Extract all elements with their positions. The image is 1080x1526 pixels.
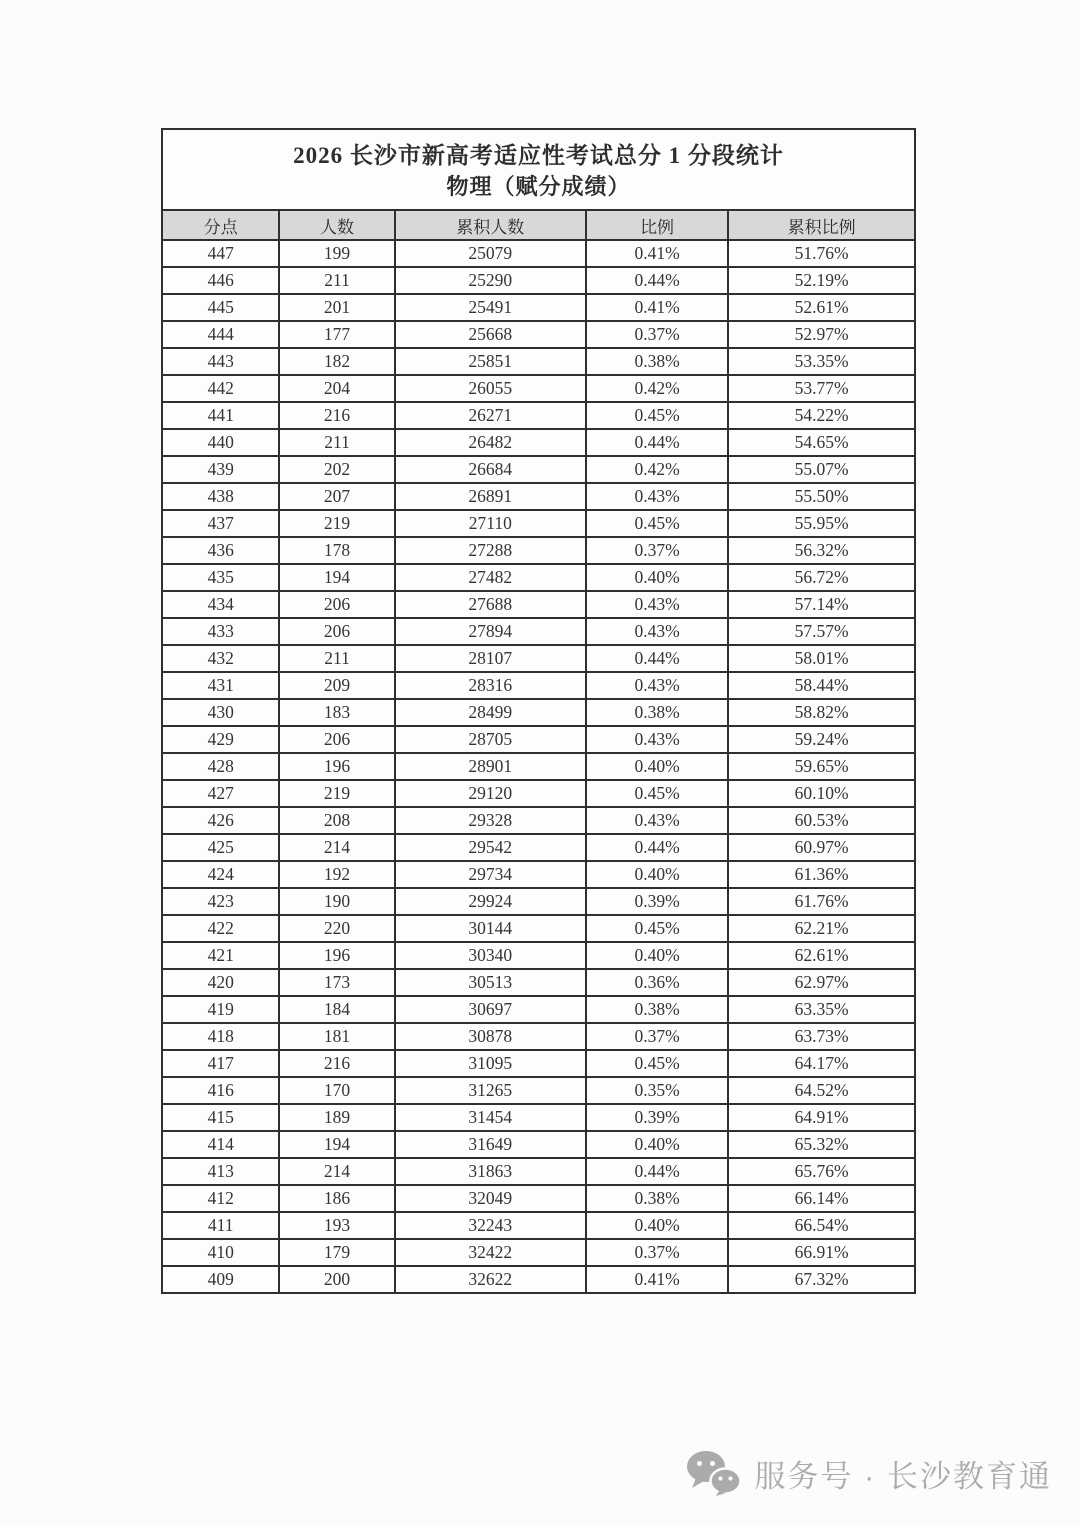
table-cell: 0.38% — [586, 1185, 728, 1212]
table-cell: 206 — [279, 618, 394, 645]
table-cell: 57.14% — [728, 591, 915, 618]
table-cell: 27288 — [395, 537, 586, 564]
wechat-account-footer — [686, 1450, 1052, 1496]
table-cell: 59.24% — [728, 726, 915, 753]
table-cell: 0.35% — [586, 1077, 728, 1104]
table-cell: 413 — [162, 1158, 279, 1185]
table-row — [162, 861, 915, 888]
table-cell: 415 — [162, 1104, 279, 1131]
table-cell: 0.37% — [586, 321, 728, 348]
table-cell: 54.22% — [728, 402, 915, 429]
table-cell: 29328 — [395, 807, 586, 834]
table-cell: 432 — [162, 645, 279, 672]
table-cell: 53.35% — [728, 348, 915, 375]
table-row — [162, 375, 915, 402]
table-cell: 26055 — [395, 375, 586, 402]
table-cell: 424 — [162, 861, 279, 888]
table-cell: 219 — [279, 780, 394, 807]
table-cell: 55.50% — [728, 483, 915, 510]
table-cell: 177 — [279, 321, 394, 348]
table-cell: 0.40% — [586, 753, 728, 780]
table-cell: 63.35% — [728, 996, 915, 1023]
table-cell: 173 — [279, 969, 394, 996]
table-row — [162, 321, 915, 348]
table-row — [162, 1158, 915, 1185]
table-cell: 31649 — [395, 1131, 586, 1158]
table-row — [162, 564, 915, 591]
table-cell: 0.38% — [586, 348, 728, 375]
table-cell: 66.91% — [728, 1239, 915, 1266]
table-row — [162, 726, 915, 753]
table-cell: 28107 — [395, 645, 586, 672]
table-cell: 62.97% — [728, 969, 915, 996]
table-cell: 409 — [162, 1266, 279, 1293]
table-cell: 0.40% — [586, 1131, 728, 1158]
table-cell: 26891 — [395, 483, 586, 510]
table-cell: 0.40% — [586, 564, 728, 591]
table-cell: 179 — [279, 1239, 394, 1266]
table-cell: 0.45% — [586, 915, 728, 942]
table-title-cell — [162, 129, 915, 210]
table-cell: 51.76% — [728, 240, 915, 267]
table-row — [162, 780, 915, 807]
table-row — [162, 618, 915, 645]
table-row — [162, 1131, 915, 1158]
table-cell: 62.21% — [728, 915, 915, 942]
table-row — [162, 807, 915, 834]
table-cell: 57.57% — [728, 618, 915, 645]
column-header-cumulative-ratio: 累积比例 — [728, 210, 915, 240]
table-cell: 60.97% — [728, 834, 915, 861]
table-cell: 61.36% — [728, 861, 915, 888]
table-cell: 31863 — [395, 1158, 586, 1185]
table-cell: 209 — [279, 672, 394, 699]
table-cell: 206 — [279, 726, 394, 753]
table-cell: 190 — [279, 888, 394, 915]
table-cell: 193 — [279, 1212, 394, 1239]
table-row — [162, 294, 915, 321]
table-cell: 0.41% — [586, 294, 728, 321]
table-subtitle: 物理（赋分成绩） — [446, 174, 631, 200]
table-cell: 66.14% — [728, 1185, 915, 1212]
score-distribution-table — [161, 128, 916, 1294]
table-cell: 0.39% — [586, 1104, 728, 1131]
table-row — [162, 483, 915, 510]
table-cell: 31095 — [395, 1050, 586, 1077]
table-cell: 59.65% — [728, 753, 915, 780]
table-cell: 32622 — [395, 1266, 586, 1293]
table-cell: 420 — [162, 969, 279, 996]
table-cell: 438 — [162, 483, 279, 510]
column-header-count: 人数 — [279, 210, 394, 240]
table-cell: 435 — [162, 564, 279, 591]
table-cell: 0.44% — [586, 429, 728, 456]
table-cell: 184 — [279, 996, 394, 1023]
table-title: 2026 长沙市新高考适应性考试总分 1 分段统计 — [293, 143, 784, 168]
table-cell: 25668 — [395, 321, 586, 348]
table-cell: 194 — [279, 564, 394, 591]
table-cell: 219 — [279, 510, 394, 537]
table-cell: 208 — [279, 807, 394, 834]
table-cell: 0.45% — [586, 1050, 728, 1077]
table-cell: 418 — [162, 1023, 279, 1050]
table-cell: 417 — [162, 1050, 279, 1077]
table-row — [162, 645, 915, 672]
table-cell: 0.43% — [586, 618, 728, 645]
table-cell: 204 — [279, 375, 394, 402]
table-row — [162, 456, 915, 483]
table-cell: 427 — [162, 780, 279, 807]
table-cell: 0.41% — [586, 1266, 728, 1293]
table-cell: 445 — [162, 294, 279, 321]
table-cell: 411 — [162, 1212, 279, 1239]
table-cell: 25491 — [395, 294, 586, 321]
table-row — [162, 969, 915, 996]
table-cell: 32422 — [395, 1239, 586, 1266]
table-cell: 61.76% — [728, 888, 915, 915]
table-cell: 196 — [279, 753, 394, 780]
table-cell: 27688 — [395, 591, 586, 618]
table-cell: 65.32% — [728, 1131, 915, 1158]
table-cell: 220 — [279, 915, 394, 942]
table-cell: 65.76% — [728, 1158, 915, 1185]
table-cell: 0.43% — [586, 591, 728, 618]
table-row — [162, 1185, 915, 1212]
table-cell: 58.82% — [728, 699, 915, 726]
table-cell: 28316 — [395, 672, 586, 699]
table-cell: 425 — [162, 834, 279, 861]
table-cell: 421 — [162, 942, 279, 969]
table-cell: 437 — [162, 510, 279, 537]
table-cell: 28901 — [395, 753, 586, 780]
table-cell: 199 — [279, 240, 394, 267]
table-cell: 29924 — [395, 888, 586, 915]
table-cell: 202 — [279, 456, 394, 483]
table-cell: 428 — [162, 753, 279, 780]
table-cell: 0.43% — [586, 483, 728, 510]
table-cell: 31265 — [395, 1077, 586, 1104]
table-cell: 0.44% — [586, 834, 728, 861]
table-cell: 55.07% — [728, 456, 915, 483]
table-cell: 447 — [162, 240, 279, 267]
table-cell: 56.72% — [728, 564, 915, 591]
table-cell: 194 — [279, 1131, 394, 1158]
table-cell: 66.54% — [728, 1212, 915, 1239]
table-cell: 183 — [279, 699, 394, 726]
table-cell: 54.65% — [728, 429, 915, 456]
table-cell: 30340 — [395, 942, 586, 969]
table-cell: 53.77% — [728, 375, 915, 402]
table-cell: 26684 — [395, 456, 586, 483]
column-header-row — [162, 210, 915, 240]
table-cell: 211 — [279, 645, 394, 672]
table-cell: 52.61% — [728, 294, 915, 321]
table-cell: 441 — [162, 402, 279, 429]
table-row — [162, 240, 915, 267]
table-cell: 429 — [162, 726, 279, 753]
table-row — [162, 1239, 915, 1266]
table-cell: 206 — [279, 591, 394, 618]
table-cell: 29120 — [395, 780, 586, 807]
table-row — [162, 591, 915, 618]
table-row — [162, 699, 915, 726]
table-cell: 0.43% — [586, 672, 728, 699]
table-cell: 214 — [279, 1158, 394, 1185]
column-header-cumulative-count: 累积人数 — [395, 210, 586, 240]
table-row — [162, 402, 915, 429]
table-cell: 31454 — [395, 1104, 586, 1131]
table-row — [162, 1212, 915, 1239]
table-row — [162, 1266, 915, 1293]
table-cell: 0.42% — [586, 375, 728, 402]
table-cell: 0.40% — [586, 1212, 728, 1239]
table-row — [162, 1104, 915, 1131]
table-cell: 25079 — [395, 240, 586, 267]
table-cell: 192 — [279, 861, 394, 888]
table-cell: 26482 — [395, 429, 586, 456]
column-header-score: 分点 — [162, 210, 279, 240]
table-cell: 0.43% — [586, 726, 728, 753]
table-cell: 56.32% — [728, 537, 915, 564]
table-cell: 30513 — [395, 969, 586, 996]
table-cell: 30697 — [395, 996, 586, 1023]
title-row — [162, 129, 915, 210]
table-cell: 200 — [279, 1266, 394, 1293]
table-row — [162, 348, 915, 375]
table-cell: 52.19% — [728, 267, 915, 294]
table-cell: 30878 — [395, 1023, 586, 1050]
table-cell: 412 — [162, 1185, 279, 1212]
table-row — [162, 1023, 915, 1050]
table-cell: 443 — [162, 348, 279, 375]
table-cell: 63.73% — [728, 1023, 915, 1050]
table-cell: 0.40% — [586, 942, 728, 969]
table-cell: 64.91% — [728, 1104, 915, 1131]
table-cell: 27110 — [395, 510, 586, 537]
table-cell: 0.41% — [586, 240, 728, 267]
table-row — [162, 753, 915, 780]
table-cell: 25851 — [395, 348, 586, 375]
table-cell: 446 — [162, 267, 279, 294]
table-row — [162, 429, 915, 456]
table-cell: 67.32% — [728, 1266, 915, 1293]
table-cell: 64.17% — [728, 1050, 915, 1077]
table-cell: 211 — [279, 429, 394, 456]
table-cell: 0.38% — [586, 996, 728, 1023]
table-cell: 422 — [162, 915, 279, 942]
table-row — [162, 888, 915, 915]
table-cell: 0.44% — [586, 1158, 728, 1185]
table-cell: 0.39% — [586, 888, 728, 915]
table-cell: 32049 — [395, 1185, 586, 1212]
wechat-account-label: 服务号 · 长沙教育通 — [754, 1458, 1052, 1494]
table-cell: 0.44% — [586, 267, 728, 294]
table-cell: 189 — [279, 1104, 394, 1131]
table-cell: 0.37% — [586, 1023, 728, 1050]
table-cell: 439 — [162, 456, 279, 483]
table-row — [162, 834, 915, 861]
table-cell: 30144 — [395, 915, 586, 942]
table-cell: 0.40% — [586, 861, 728, 888]
table-cell: 0.45% — [586, 402, 728, 429]
table-cell: 0.45% — [586, 510, 728, 537]
score-distribution-table-wrap — [161, 128, 916, 1294]
table-cell: 201 — [279, 294, 394, 321]
table-cell: 60.10% — [728, 780, 915, 807]
table-cell: 436 — [162, 537, 279, 564]
table-cell: 216 — [279, 402, 394, 429]
table-cell: 433 — [162, 618, 279, 645]
table-cell: 442 — [162, 375, 279, 402]
table-cell: 0.44% — [586, 645, 728, 672]
table-row — [162, 1077, 915, 1104]
table-cell: 0.42% — [586, 456, 728, 483]
table-row — [162, 537, 915, 564]
table-cell: 207 — [279, 483, 394, 510]
table-cell: 28705 — [395, 726, 586, 753]
table-cell: 211 — [279, 267, 394, 294]
table-cell: 416 — [162, 1077, 279, 1104]
table-cell: 181 — [279, 1023, 394, 1050]
table-cell: 55.95% — [728, 510, 915, 537]
table-row — [162, 942, 915, 969]
table-cell: 426 — [162, 807, 279, 834]
table-row — [162, 996, 915, 1023]
table-cell: 444 — [162, 321, 279, 348]
table-cell: 430 — [162, 699, 279, 726]
table-cell: 214 — [279, 834, 394, 861]
table-cell: 423 — [162, 888, 279, 915]
table-row — [162, 510, 915, 537]
table-cell: 0.45% — [586, 780, 728, 807]
table-cell: 29542 — [395, 834, 586, 861]
table-cell: 58.01% — [728, 645, 915, 672]
table-cell: 186 — [279, 1185, 394, 1212]
table-row — [162, 1050, 915, 1077]
table-cell: 52.97% — [728, 321, 915, 348]
table-cell: 182 — [279, 348, 394, 375]
table-cell: 64.52% — [728, 1077, 915, 1104]
table-row — [162, 915, 915, 942]
table-cell: 434 — [162, 591, 279, 618]
table-cell: 25290 — [395, 267, 586, 294]
table-cell: 0.43% — [586, 807, 728, 834]
table-cell: 0.37% — [586, 1239, 728, 1266]
table-cell: 178 — [279, 537, 394, 564]
table-cell: 414 — [162, 1131, 279, 1158]
table-cell: 32243 — [395, 1212, 586, 1239]
table-cell: 29734 — [395, 861, 586, 888]
table-cell: 196 — [279, 942, 394, 969]
table-cell: 60.53% — [728, 807, 915, 834]
table-row — [162, 672, 915, 699]
table-row — [162, 267, 915, 294]
table-cell: 27482 — [395, 564, 586, 591]
table-body — [162, 240, 915, 1293]
table-cell: 0.37% — [586, 537, 728, 564]
table-cell: 170 — [279, 1077, 394, 1104]
table-cell: 419 — [162, 996, 279, 1023]
table-cell: 440 — [162, 429, 279, 456]
table-cell: 216 — [279, 1050, 394, 1077]
table-cell: 431 — [162, 672, 279, 699]
column-header-ratio: 比例 — [586, 210, 728, 240]
table-cell: 27894 — [395, 618, 586, 645]
wechat-icon — [686, 1450, 742, 1496]
table-cell: 26271 — [395, 402, 586, 429]
table-cell: 28499 — [395, 699, 586, 726]
table-cell: 410 — [162, 1239, 279, 1266]
table-cell: 62.61% — [728, 942, 915, 969]
table-cell: 0.38% — [586, 699, 728, 726]
table-cell: 58.44% — [728, 672, 915, 699]
table-cell: 0.36% — [586, 969, 728, 996]
